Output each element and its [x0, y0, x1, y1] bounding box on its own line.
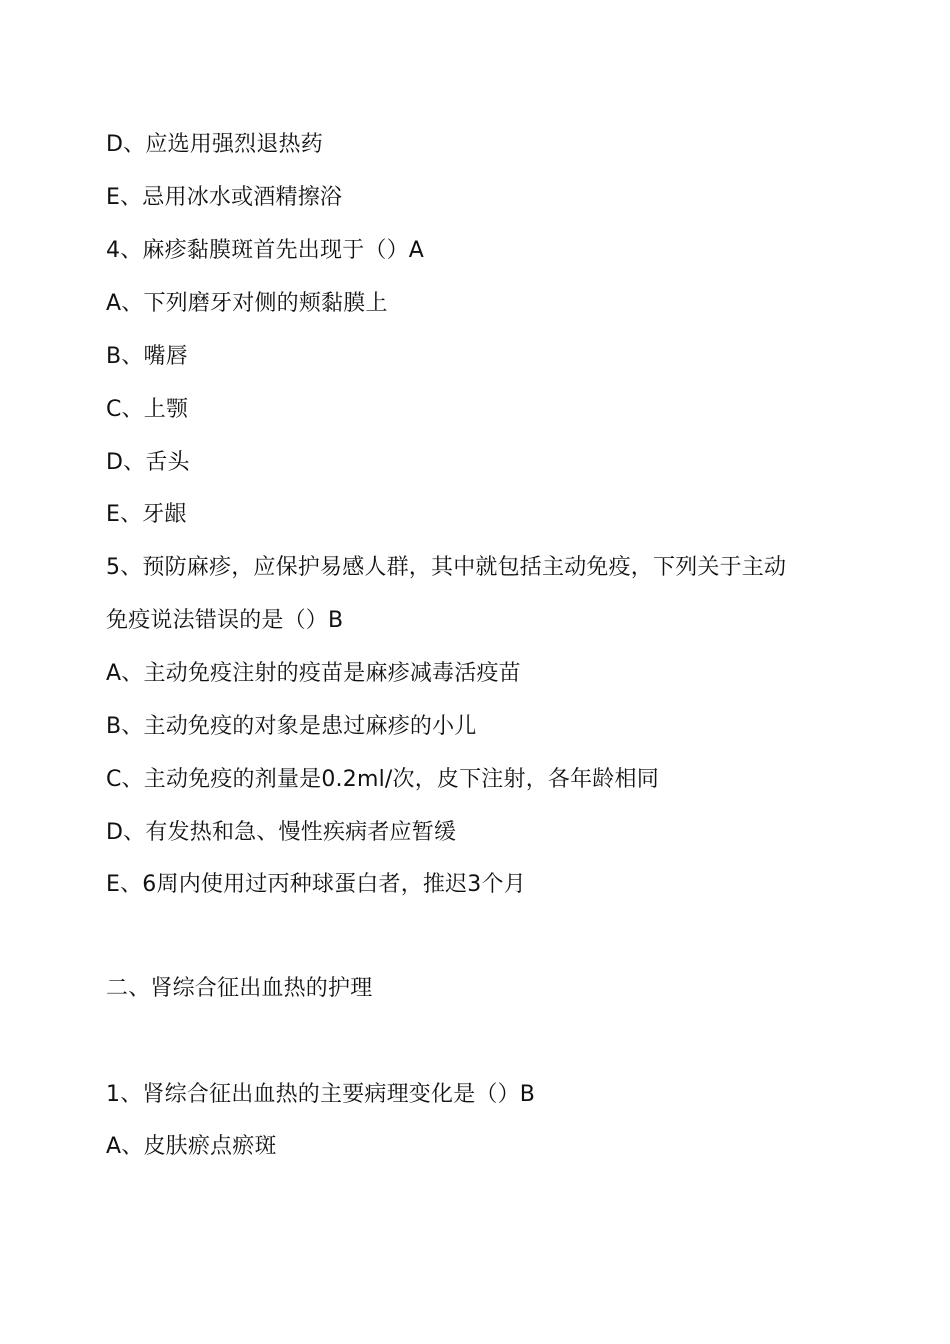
q4-option-a: A、下列磨牙对侧的颊黏膜上: [106, 291, 388, 316]
section-heading: 二、肾综合征出血热的护理: [106, 976, 373, 1001]
q5-option-b: B、主动免疫的对象是患过麻疹的小儿: [106, 714, 477, 739]
s2q1-option-a: A、皮肤瘀点瘀斑: [106, 1134, 277, 1159]
q4-option-c: C、上颚: [106, 397, 189, 422]
s2q1-stem: 1、肾综合征出血热的主要病理变化是（）B: [106, 1082, 536, 1107]
q5-stem-line1: 5、预防麻疹，应保护易感人群，其中就包括主动免疫，下列关于主动: [106, 555, 787, 580]
q3-option-e: E、忌用冰水或酒精擦浴: [106, 185, 343, 210]
q4-option-b: B、嘴唇: [106, 344, 188, 369]
q4-option-e: E、牙龈: [106, 502, 187, 527]
q5-option-e: E、6周内使用过丙种球蛋白者，推迟3个月: [106, 872, 526, 897]
q5-stem-line2: 免疫说法错误的是（）B: [106, 608, 344, 633]
q5-option-d: D、有发热和急、慢性疾病者应暂缓: [106, 820, 457, 845]
q4-option-d: D、舌头: [106, 450, 190, 475]
q3-option-d: D、应选用强烈退热药: [106, 132, 323, 157]
q5-option-c: C、主动免疫的剂量是0.2ml/次，皮下注射，各年龄相同: [106, 767, 659, 792]
q5-option-a: A、主动免疫注射的疫苗是麻疹减毒活疫苗: [106, 661, 521, 686]
q4-stem: 4、麻疹黏膜斑首先出现于（）A: [106, 238, 425, 263]
